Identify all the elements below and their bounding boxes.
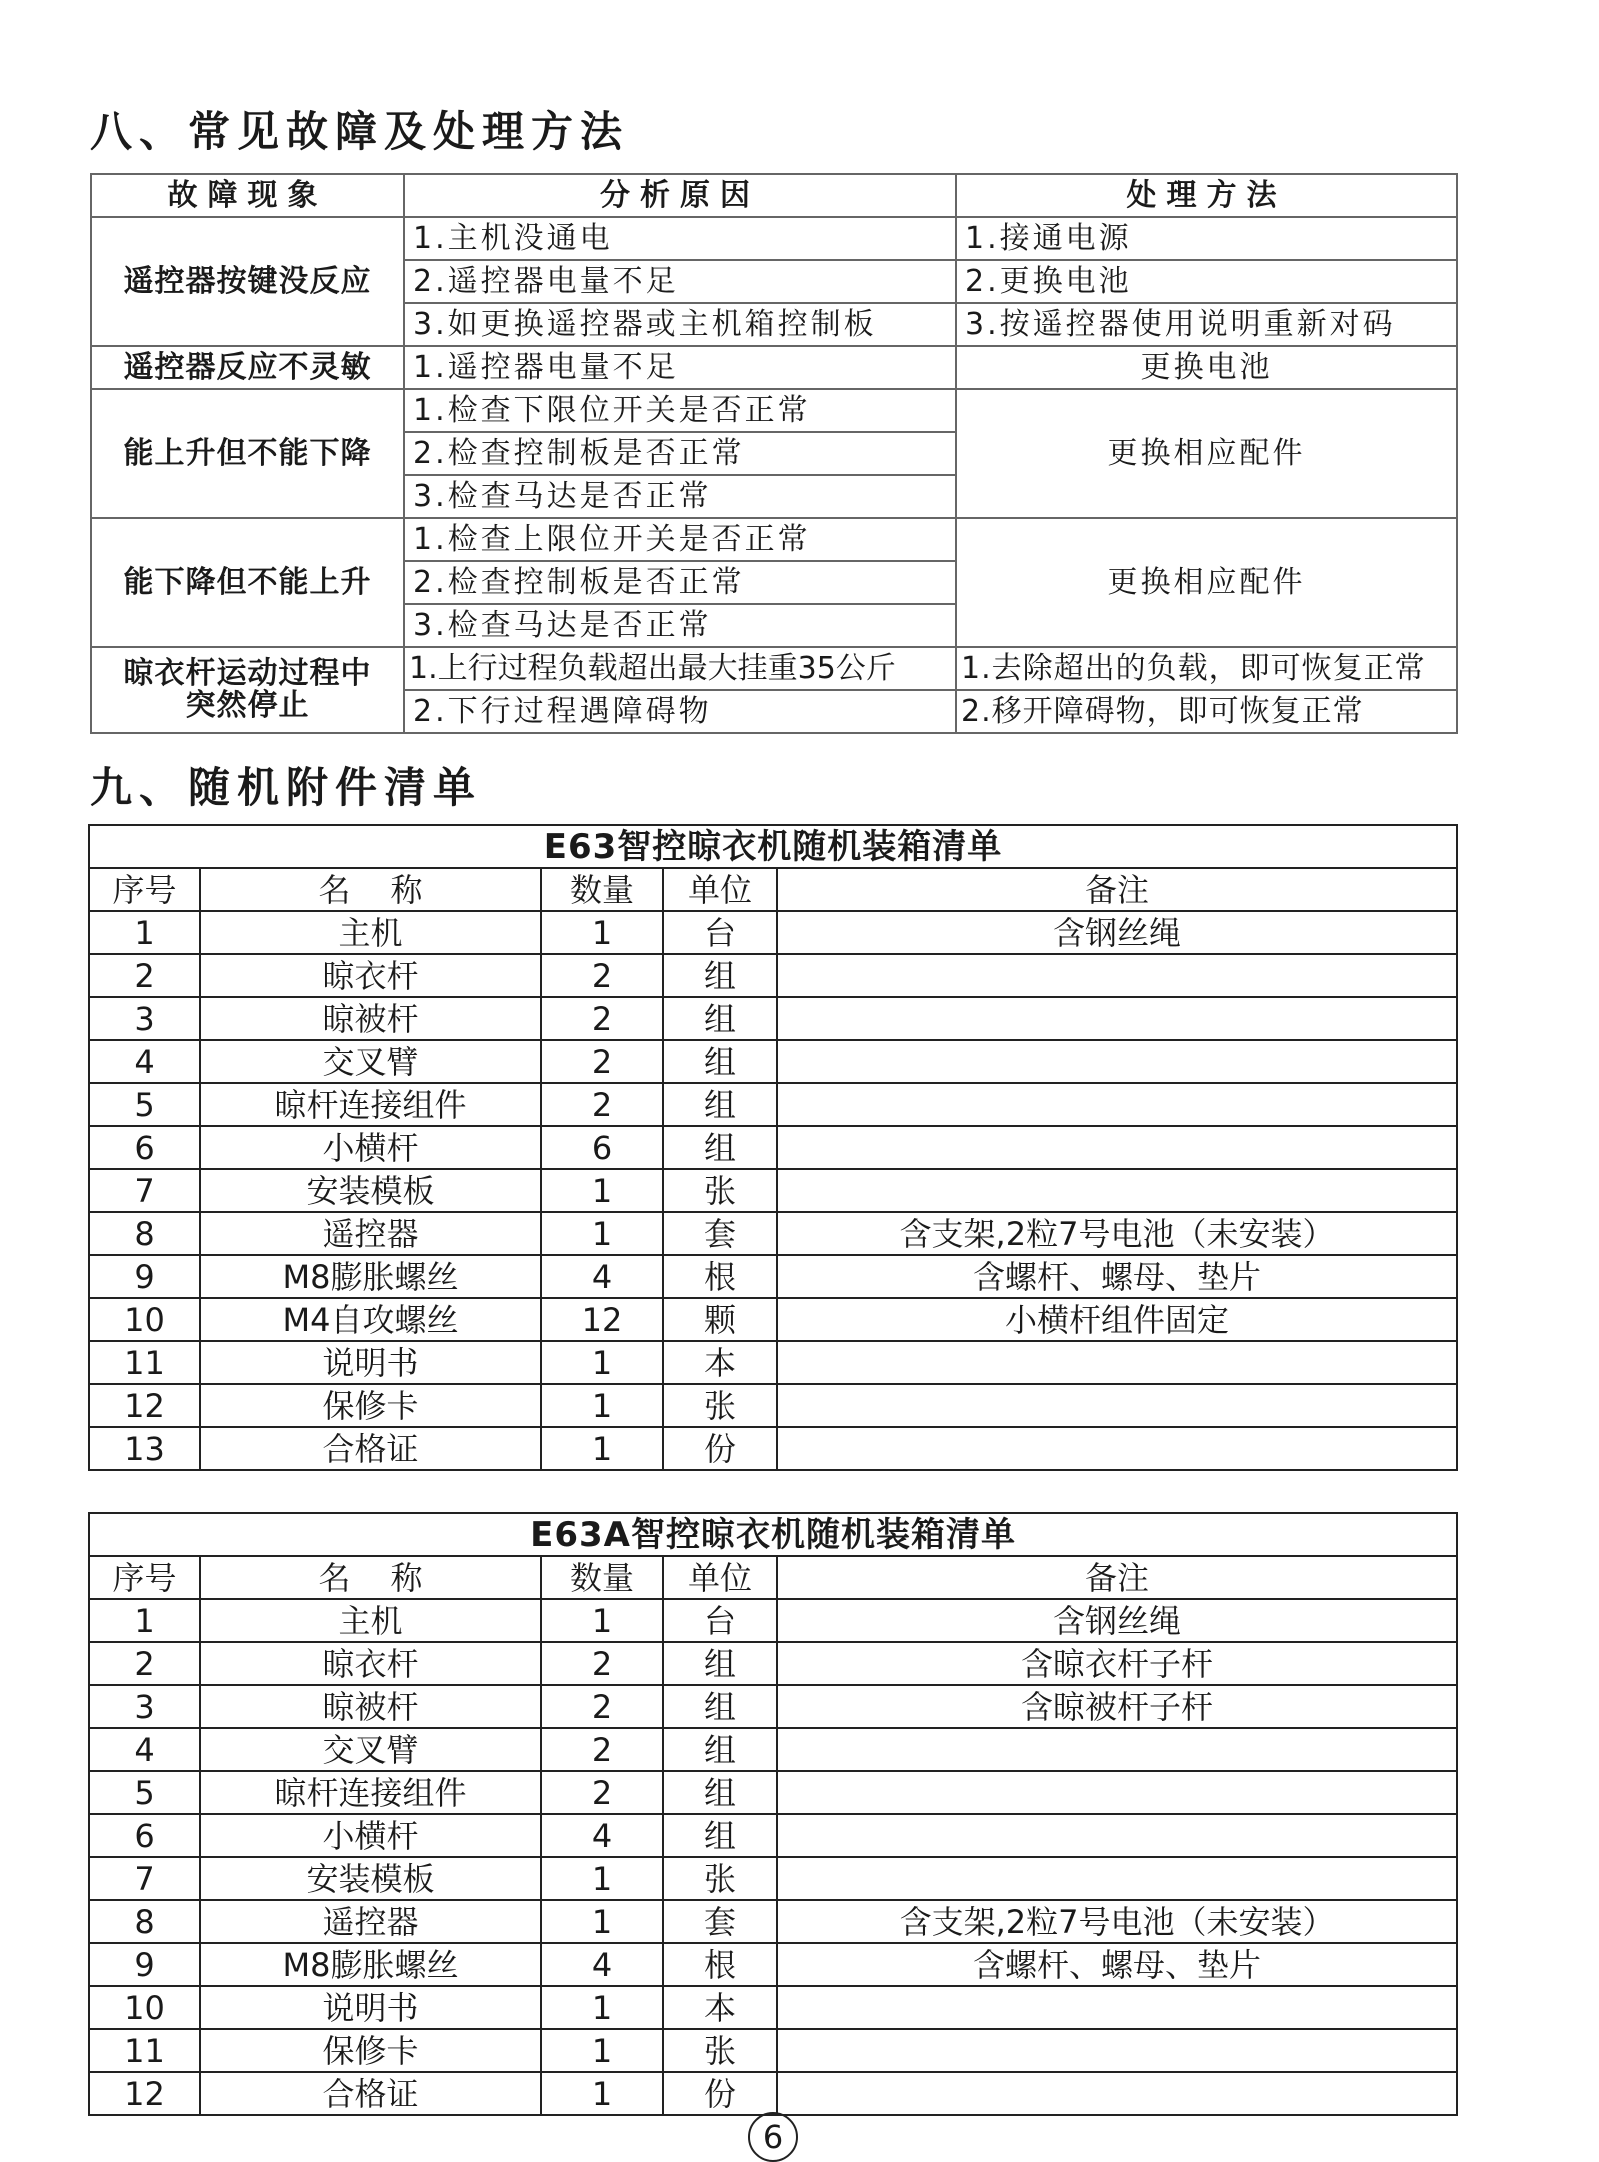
unit-cell: 本 (663, 1341, 777, 1384)
index-cell: 12 (89, 2072, 200, 2115)
quantity-cell: 2 (541, 997, 663, 1040)
name-cell: 合格证 (200, 2072, 541, 2115)
name-cell: 交叉臂 (200, 1728, 541, 1771)
remark-cell (777, 1814, 1457, 1857)
section-heading-troubleshooting: 八、常见故障及处理方法 (90, 107, 630, 156)
unit-cell: 根 (663, 1943, 777, 1986)
name-cell: 晾被杆 (200, 1685, 541, 1728)
solution-cell: 更换相应配件 (956, 518, 1457, 647)
quantity-cell: 1 (541, 1384, 663, 1427)
symptom-line: 突然停止 (185, 688, 310, 723)
cause-cell: 1.检查上限位开关是否正常 (404, 518, 956, 561)
table-row (89, 1986, 1457, 2029)
table-row (89, 2072, 1457, 2115)
remark-cell (777, 1341, 1457, 1384)
name-cell: 晾被杆 (200, 997, 541, 1040)
solution-cell: 更换相应配件 (956, 389, 1457, 518)
table-row (89, 1169, 1457, 1212)
symptom-cell (91, 647, 404, 733)
quantity-cell: 1 (541, 1599, 663, 1642)
quantity-cell: 1 (541, 1169, 663, 1212)
index-cell: 2 (89, 1642, 200, 1685)
list-title: E63A智控晾衣机随机装箱清单 (89, 1513, 1457, 1556)
unit-cell: 台 (663, 1599, 777, 1642)
cause-cell: 2.检查控制板是否正常 (404, 561, 956, 604)
table-row (89, 1771, 1457, 1814)
solution-cell: 更换电池 (956, 346, 1457, 389)
column-header-unit: 单位 (663, 1556, 777, 1599)
cause-cell: 1.上行过程负载超出最大挂重35公斤 (404, 647, 956, 690)
index-cell: 2 (89, 954, 200, 997)
index-cell: 7 (89, 1169, 200, 1212)
remark-cell: 含钢丝绳 (777, 1599, 1457, 1642)
index-cell: 9 (89, 1943, 200, 1986)
remark-cell (777, 1126, 1457, 1169)
table-row (89, 1599, 1457, 1642)
name-cell: 小横杆 (200, 1126, 541, 1169)
name-cell: M8膨胀螺丝 (200, 1255, 541, 1298)
table-row (89, 1857, 1457, 1900)
unit-cell: 张 (663, 2029, 777, 2072)
quantity-cell: 2 (541, 1685, 663, 1728)
index-cell: 4 (89, 1040, 200, 1083)
index-cell: 1 (89, 911, 200, 954)
cause-cell: 1.检查下限位开关是否正常 (404, 389, 956, 432)
table-row (91, 518, 1457, 561)
quantity-cell: 2 (541, 1728, 663, 1771)
unit-cell: 张 (663, 1384, 777, 1427)
index-cell: 10 (89, 1298, 200, 1341)
remark-cell: 含支架,2粒7号电池（未安装） (777, 1900, 1457, 1943)
table-row (91, 647, 1457, 690)
index-cell: 6 (89, 1814, 200, 1857)
cause-cell: 2.检查控制板是否正常 (404, 432, 956, 475)
solution-cell: 1.去除超出的负载，即可恢复正常 (956, 647, 1457, 690)
quantity-cell: 4 (541, 1814, 663, 1857)
quantity-cell: 1 (541, 1857, 663, 1900)
column-header-quantity: 数量 (541, 868, 663, 911)
table-row (89, 1083, 1457, 1126)
name-cell: 主机 (200, 1599, 541, 1642)
symptom-cell: 遥控器反应不灵敏 (91, 346, 404, 389)
unit-cell: 套 (663, 1212, 777, 1255)
index-cell: 5 (89, 1771, 200, 1814)
table-row (89, 1427, 1457, 1470)
symptom-cell: 能上升但不能下降 (91, 389, 404, 518)
unit-cell: 组 (663, 1814, 777, 1857)
unit-cell: 组 (663, 954, 777, 997)
symptom-line: 晾衣杆运动过程中 (123, 656, 372, 691)
section-heading-accessories: 九、随机附件清单 (90, 763, 483, 812)
table-row (89, 954, 1457, 997)
table-row (89, 1685, 1457, 1728)
unit-cell: 组 (663, 997, 777, 1040)
quantity-cell: 4 (541, 1255, 663, 1298)
quantity-cell: 2 (541, 1771, 663, 1814)
name-cell: 安装模板 (200, 1169, 541, 1212)
name-cell: 交叉臂 (200, 1040, 541, 1083)
name-cell: 主机 (200, 911, 541, 954)
name-cell: 保修卡 (200, 2029, 541, 2072)
cause-cell: 3.检查马达是否正常 (404, 604, 956, 647)
index-cell: 5 (89, 1083, 200, 1126)
unit-cell: 根 (663, 1255, 777, 1298)
unit-cell: 组 (663, 1685, 777, 1728)
remark-cell (777, 1427, 1457, 1470)
cause-cell: 2.遥控器电量不足 (404, 260, 956, 303)
quantity-cell: 1 (541, 1427, 663, 1470)
quantity-cell: 2 (541, 1642, 663, 1685)
remark-cell (777, 1857, 1457, 1900)
table-row (89, 1298, 1457, 1341)
table-row (89, 2029, 1457, 2072)
name-cell: 说明书 (200, 1341, 541, 1384)
troubleshooting-table (90, 173, 1458, 734)
unit-cell: 组 (663, 1083, 777, 1126)
solution-cell: 2.更换电池 (956, 260, 1457, 303)
table-row (89, 1040, 1457, 1083)
index-cell: 7 (89, 1857, 200, 1900)
column-header-remark: 备注 (777, 868, 1457, 911)
name-cell: 晾杆连接组件 (200, 1771, 541, 1814)
remark-cell (777, 2029, 1457, 2072)
name-cell: M4自攻螺丝 (200, 1298, 541, 1341)
remark-cell (777, 1986, 1457, 2029)
solution-cell: 3.按遥控器使用说明重新对码 (956, 303, 1457, 346)
table-row (91, 217, 1457, 260)
remark-cell (777, 997, 1457, 1040)
unit-cell: 张 (663, 1169, 777, 1212)
packing-list-e63a (88, 1512, 1458, 2116)
remark-cell: 含螺杆、螺母、垫片 (777, 1943, 1457, 1986)
unit-cell: 张 (663, 1857, 777, 1900)
quantity-cell: 1 (541, 1900, 663, 1943)
symptom-cell: 遥控器按键没反应 (91, 217, 404, 346)
cause-cell: 3.如更换遥控器或主机箱控制板 (404, 303, 956, 346)
column-header-quantity: 数量 (541, 1556, 663, 1599)
name-cell: 小横杆 (200, 1814, 541, 1857)
quantity-cell: 4 (541, 1943, 663, 1986)
quantity-cell: 2 (541, 1040, 663, 1083)
unit-cell: 颗 (663, 1298, 777, 1341)
index-cell: 12 (89, 1384, 200, 1427)
unit-cell: 套 (663, 1900, 777, 1943)
name-cell: 遥控器 (200, 1900, 541, 1943)
quantity-cell: 2 (541, 1083, 663, 1126)
unit-cell: 份 (663, 1427, 777, 1470)
remark-cell (777, 1771, 1457, 1814)
quantity-cell: 12 (541, 1298, 663, 1341)
remark-cell (777, 1040, 1457, 1083)
column-header-remark: 备注 (777, 1556, 1457, 1599)
index-cell: 3 (89, 997, 200, 1040)
column-header-cause: 分析原因 (404, 174, 956, 217)
index-cell: 11 (89, 2029, 200, 2072)
solution-cell: 2.移开障碍物，即可恢复正常 (956, 690, 1457, 733)
name-cell: M8膨胀螺丝 (200, 1943, 541, 1986)
name-cell: 晾衣杆 (200, 1642, 541, 1685)
name-cell: 说明书 (200, 1986, 541, 2029)
unit-cell: 份 (663, 2072, 777, 2115)
name-cell: 晾衣杆 (200, 954, 541, 997)
cause-cell: 1.主机没通电 (404, 217, 956, 260)
quantity-cell: 1 (541, 1986, 663, 2029)
table-row (89, 997, 1457, 1040)
quantity-cell: 2 (541, 954, 663, 997)
column-header-name: 名称 (200, 868, 541, 911)
index-cell: 11 (89, 1341, 200, 1384)
column-header-unit: 单位 (663, 868, 777, 911)
packing-list-e63 (88, 824, 1458, 1471)
table-row (89, 1212, 1457, 1255)
name-cell: 保修卡 (200, 1384, 541, 1427)
unit-cell: 组 (663, 1126, 777, 1169)
remark-cell (777, 954, 1457, 997)
index-cell: 9 (89, 1255, 200, 1298)
table-row (89, 1728, 1457, 1771)
table-row (89, 1814, 1457, 1857)
table-row (89, 1255, 1457, 1298)
list-header-row (89, 868, 1457, 911)
unit-cell: 组 (663, 1771, 777, 1814)
remark-cell: 含晾被杆子杆 (777, 1685, 1457, 1728)
unit-cell: 本 (663, 1986, 777, 2029)
index-cell: 8 (89, 1212, 200, 1255)
index-cell: 6 (89, 1126, 200, 1169)
list-title: E63智控晾衣机随机装箱清单 (89, 825, 1457, 868)
column-header-symptom: 故障现象 (91, 174, 404, 217)
index-cell: 10 (89, 1986, 200, 2029)
quantity-cell: 1 (541, 911, 663, 954)
remark-cell (777, 1083, 1457, 1126)
quantity-cell: 1 (541, 2029, 663, 2072)
list-header-row (89, 1556, 1457, 1599)
column-header-index: 序号 (89, 868, 200, 911)
solution-cell: 1.接通电源 (956, 217, 1457, 260)
quantity-cell: 6 (541, 1126, 663, 1169)
table-row (89, 1642, 1457, 1685)
remark-cell (777, 2072, 1457, 2115)
symptom-cell: 能下降但不能上升 (91, 518, 404, 647)
index-cell: 1 (89, 1599, 200, 1642)
table-row (89, 1384, 1457, 1427)
table-row (91, 346, 1457, 389)
index-cell: 4 (89, 1728, 200, 1771)
list-title-row (89, 825, 1457, 868)
remark-cell: 含晾衣杆子杆 (777, 1642, 1457, 1685)
column-header-index: 序号 (89, 1556, 200, 1599)
table-header-row (91, 174, 1457, 217)
list-title-row (89, 1513, 1457, 1556)
remark-cell (777, 1384, 1457, 1427)
remark-cell: 含钢丝绳 (777, 911, 1457, 954)
unit-cell: 组 (663, 1728, 777, 1771)
name-cell: 晾杆连接组件 (200, 1083, 541, 1126)
cause-cell: 1.遥控器电量不足 (404, 346, 956, 389)
table-row (89, 1126, 1457, 1169)
column-header-name: 名称 (200, 1556, 541, 1599)
table-row (89, 1341, 1457, 1384)
cause-cell: 3.检查马达是否正常 (404, 475, 956, 518)
remark-cell (777, 1728, 1457, 1771)
remark-cell (777, 1169, 1457, 1212)
remark-cell: 含支架,2粒7号电池（未安装） (777, 1212, 1457, 1255)
unit-cell: 台 (663, 911, 777, 954)
table-row (91, 389, 1457, 432)
column-header-solution: 处理方法 (956, 174, 1457, 217)
remark-cell: 小横杆组件固定 (777, 1298, 1457, 1341)
index-cell: 8 (89, 1900, 200, 1943)
unit-cell: 组 (663, 1642, 777, 1685)
remark-cell: 含螺杆、螺母、垫片 (777, 1255, 1457, 1298)
name-cell: 合格证 (200, 1427, 541, 1470)
unit-cell: 组 (663, 1040, 777, 1083)
cause-cell: 2.下行过程遇障碍物 (404, 690, 956, 733)
index-cell: 3 (89, 1685, 200, 1728)
index-cell: 13 (89, 1427, 200, 1470)
table-row (89, 911, 1457, 954)
quantity-cell: 1 (541, 1212, 663, 1255)
name-cell: 安装模板 (200, 1857, 541, 1900)
quantity-cell: 1 (541, 1341, 663, 1384)
quantity-cell: 1 (541, 2072, 663, 2115)
table-row (89, 1900, 1457, 1943)
page-number: 6 (748, 2112, 798, 2162)
table-row (89, 1943, 1457, 1986)
name-cell: 遥控器 (200, 1212, 541, 1255)
